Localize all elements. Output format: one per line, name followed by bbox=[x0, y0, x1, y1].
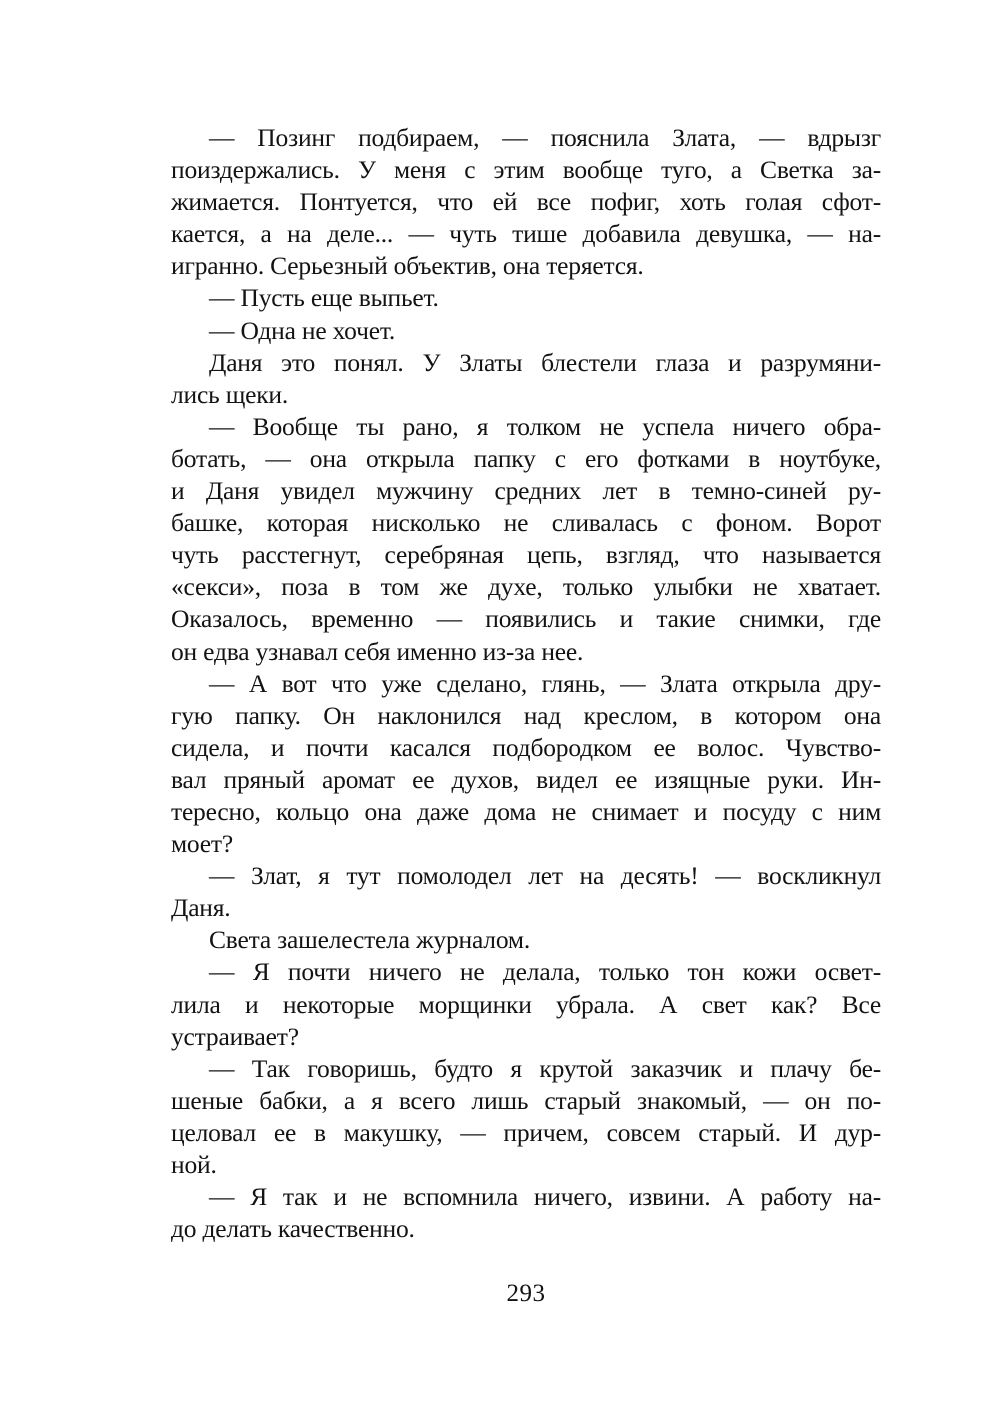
text-line: ботать, — она открыла папку с его фотками в ноутбуке, bbox=[171, 443, 881, 473]
text-line: — Я так и не вспомнила ничего, извини. А работу на- bbox=[209, 1182, 881, 1212]
text-line: — Вообще ты рано, я толком не успела ничего обра- bbox=[209, 411, 881, 441]
text-line: — Злат, я тут помолодел лет на десять! — воскликнул bbox=[209, 861, 881, 891]
text-line: — Пусть еще выпьет. bbox=[209, 283, 439, 313]
text-line: до делать качественно. bbox=[171, 1214, 415, 1244]
text-line: — Я почти ничего не делала, только тон кожи освет- bbox=[209, 957, 881, 987]
text-line: Света зашелестела журналом. bbox=[209, 925, 530, 955]
text-line: Даня это понял. У Златы блестели глаза и разрумяни- bbox=[209, 347, 881, 377]
text-line: он едва узнавал себя именно из-за нее. bbox=[171, 636, 584, 666]
text-line: игранно. Серьезный объектив, она теряется. bbox=[171, 251, 644, 281]
page-text bbox=[171, 122, 881, 1245]
text-line: чуть расстегнут, серебряная цепь, взгляд, что называется bbox=[171, 540, 881, 570]
text-line: устраивает? bbox=[171, 1021, 299, 1051]
text-line: — Позинг подбираем, — пояснила Злата, — вдрызг bbox=[209, 123, 881, 152]
page-number: 293 bbox=[506, 1280, 546, 1307]
text-line: целовал ее в макушку, — причем, совсем старый. И дур- bbox=[171, 1117, 881, 1147]
text-line: и Даня увидел мужчину средних лет в темно-синей ру- bbox=[171, 476, 881, 506]
text-line: моет? bbox=[171, 829, 233, 859]
text-line: лила и некоторые морщинки убрала. А свет как? Все bbox=[171, 989, 881, 1019]
text-line: Даня. bbox=[171, 893, 231, 923]
text-line: — Одна не хочет. bbox=[209, 315, 396, 345]
text-line: вал пряный аромат ее духов, видел ее изящные руки. Ин- bbox=[171, 764, 881, 794]
text-line: лись щеки. bbox=[171, 379, 289, 409]
text-line: поиздержались. У меня с этим вообще туго, а Светка за- bbox=[171, 155, 881, 185]
text-line: ной. bbox=[171, 1150, 217, 1179]
text-line: шеные бабки, а я всего лишь старый знакомый, — он по- bbox=[171, 1085, 881, 1115]
text-line: сидела, и почти касался подбородком ее волос. Чувство- bbox=[171, 732, 881, 762]
text-line: Оказалось, временно — появились и такие снимки, где bbox=[171, 604, 881, 634]
text-line: жимается. Понтуется, что ей все пофиг, хоть голая сфот- bbox=[171, 187, 881, 217]
text-line: тересно, кольцо она даже дома не снимает и посуду с ним bbox=[171, 796, 881, 826]
text-line: башке, которая нисколько не сливалась с фоном. Ворот bbox=[171, 508, 881, 538]
text-line: кается, а на деле... — чуть тише добавила девушка, — на- bbox=[171, 219, 881, 249]
text-line: — А вот что уже сделано, глянь, — Злата открыла дру- bbox=[209, 668, 881, 698]
text-line: — Так говоришь, будто я крутой заказчик и плачу бе- bbox=[209, 1053, 881, 1083]
text-line: «секси», поза в том же духе, только улыбки не хватает. bbox=[171, 572, 881, 602]
text-line: гую папку. Он наклонился над креслом, в котором она bbox=[171, 700, 881, 730]
